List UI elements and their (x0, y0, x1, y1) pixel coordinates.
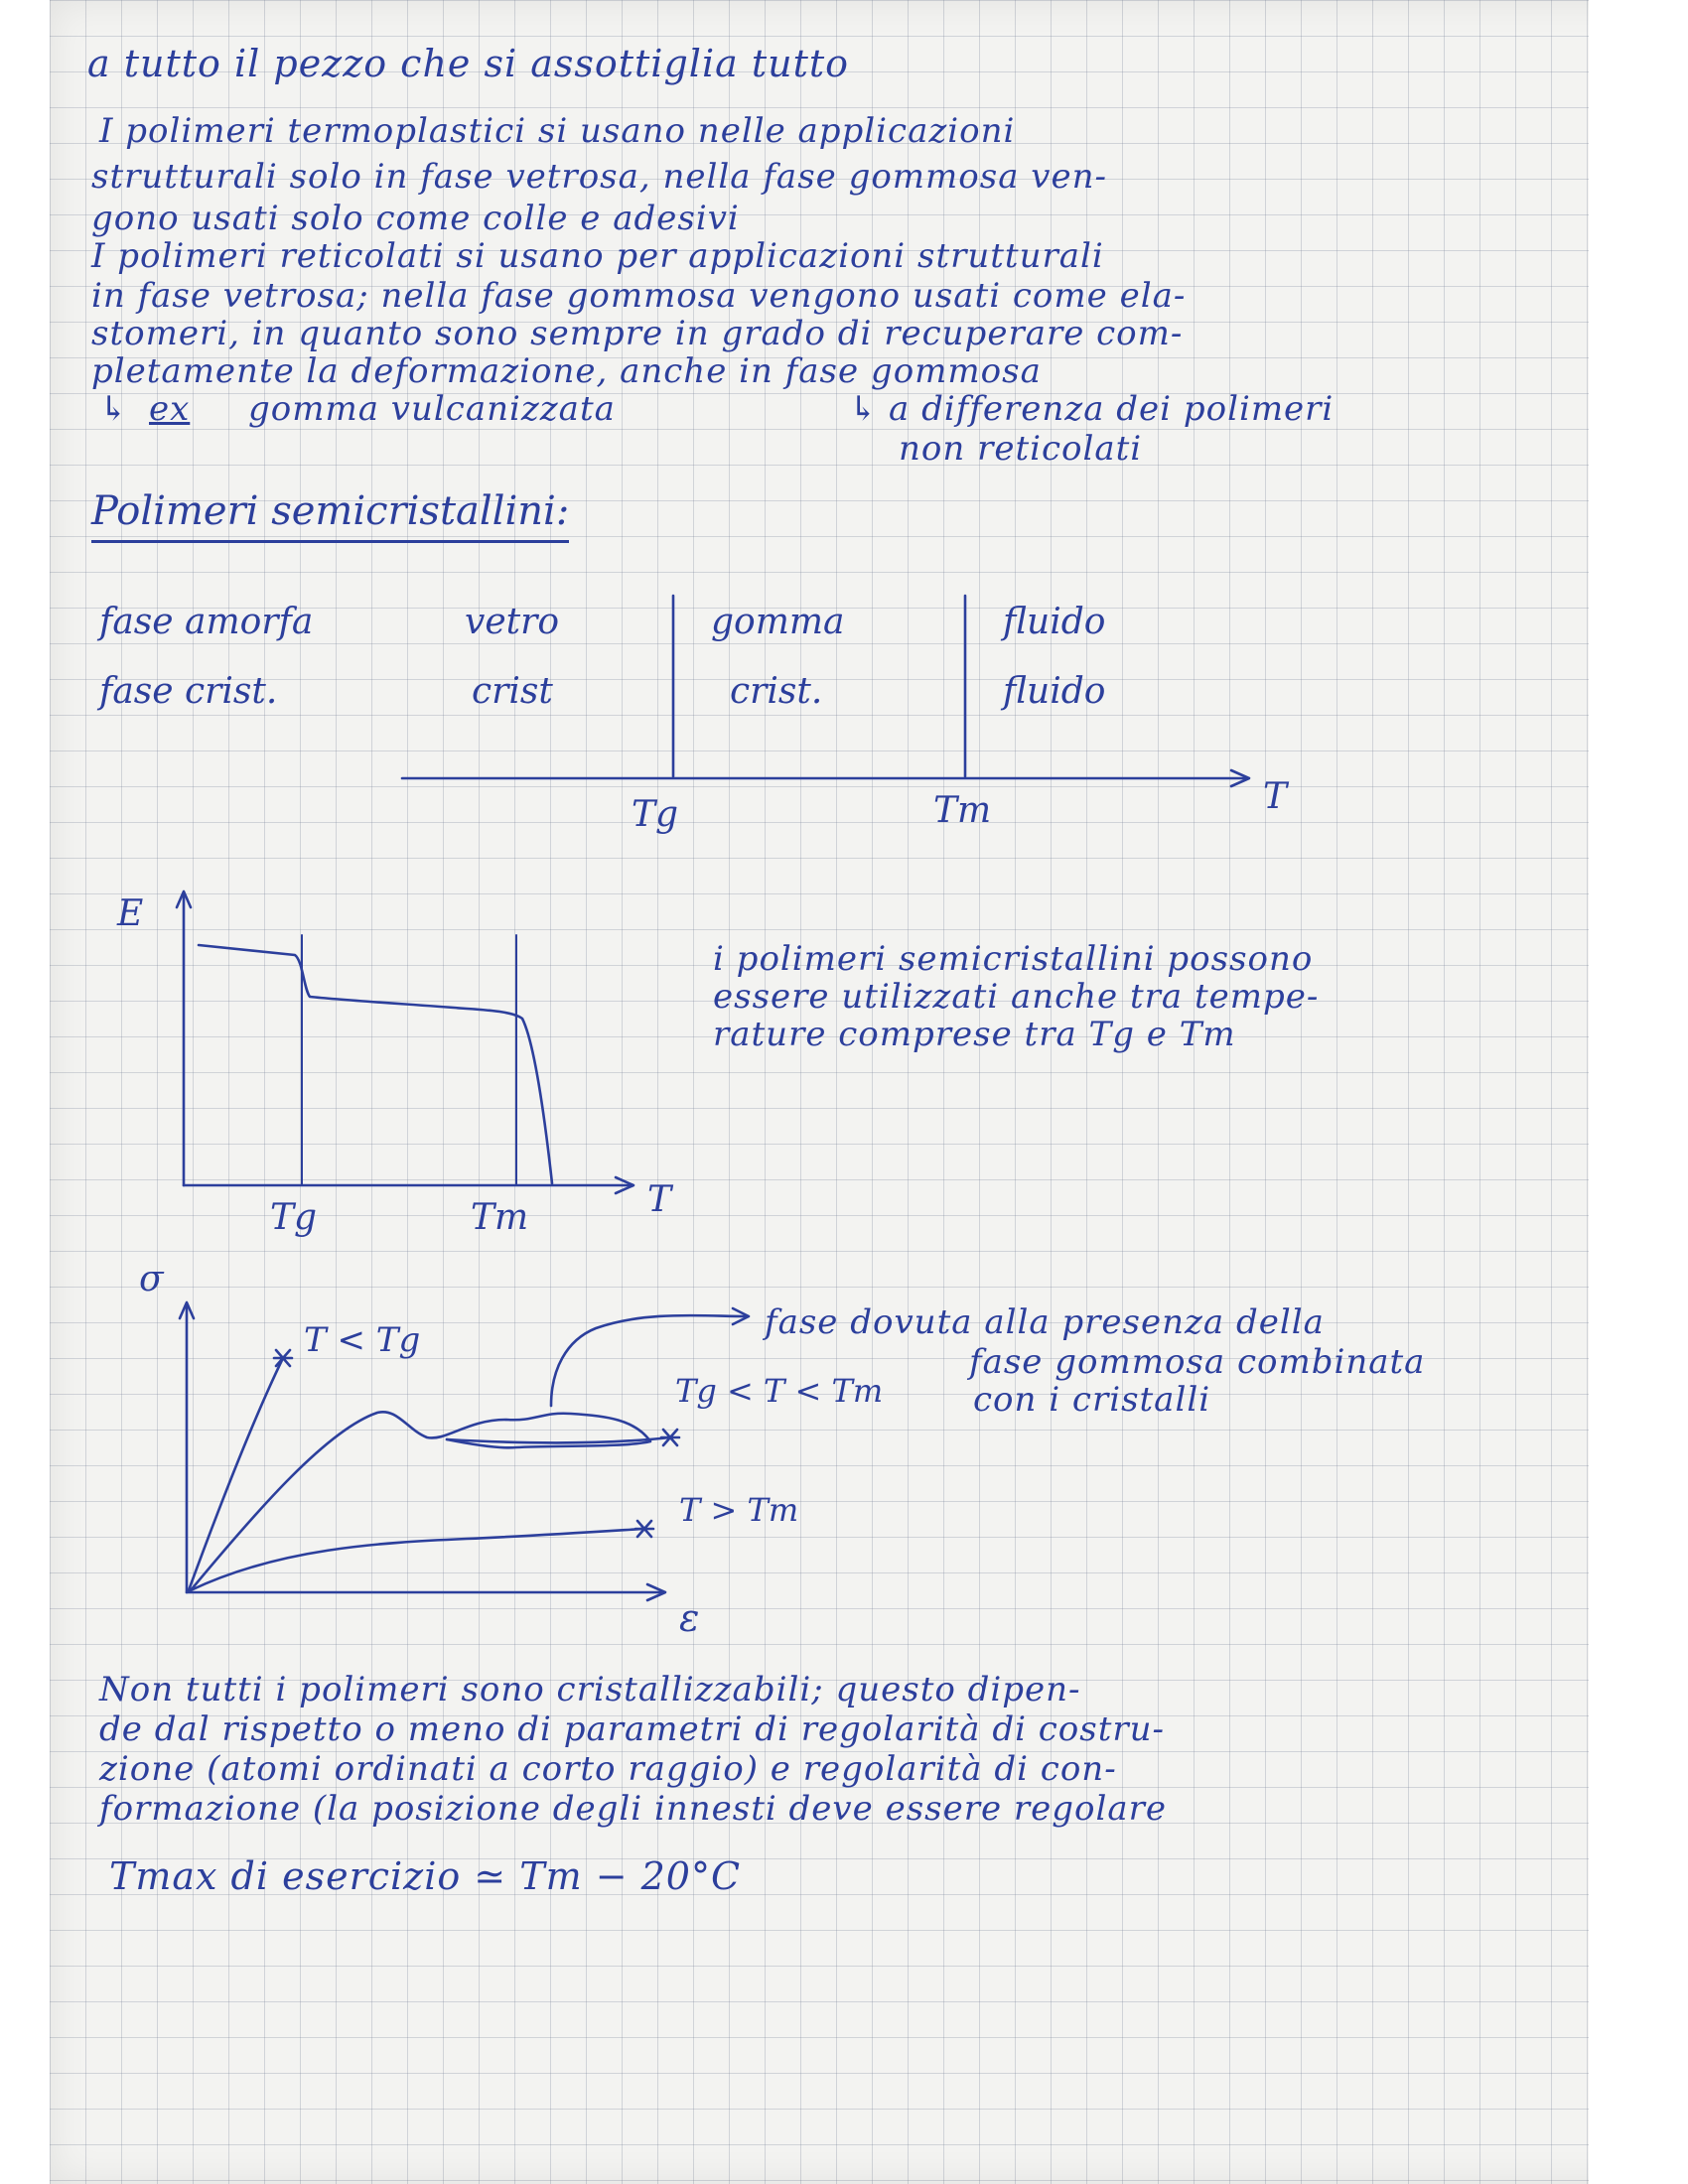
difference-text-2: non reticolati (899, 429, 1143, 469)
note-reticolati-4: pletamente la deformazione, anche in fase gommosa (91, 351, 1042, 391)
stress-y-label: σ (139, 1259, 164, 1299)
stress-note-2: fase gommosa combinata (969, 1342, 1426, 1382)
phase-row1-c1: vetro (465, 602, 559, 642)
stress-note-3: con i cristalli (973, 1380, 1211, 1420)
stress-curve-mid-star (661, 1430, 679, 1445)
modulus-tick-tm: Tm (471, 1197, 529, 1238)
stress-curve-mid-tail (447, 1437, 670, 1443)
example-label: ex (149, 389, 191, 429)
footer-para-2: de dal rispetto o meno di parametri di regolarità di costru- (99, 1709, 1166, 1749)
modulus-comment-3: rature comprese tra Tg e Tm (713, 1015, 1236, 1054)
phase-row1-label: fase amorfa (99, 602, 314, 642)
modulus-comment-2: essere utilizzati anche tra tempe- (713, 977, 1320, 1017)
section-heading: Polimeri semicristallini: (91, 488, 569, 543)
stress-curve-mid-label: Tg < T < Tm (675, 1372, 884, 1410)
stress-curve-high-star (635, 1521, 653, 1537)
footer-para-3: zione (atomi ordinati a corto raggio) e regolarità di con- (99, 1749, 1117, 1789)
note-line-1: a tutto il pezzo che si assottiglia tutto (87, 42, 849, 85)
note-reticolati-2: in fase vetrosa; nella fase gommosa vengono usati come ela- (91, 276, 1187, 316)
footer-para-1: Non tutti i polimeri sono cristallizzabili; questo dipen- (99, 1670, 1081, 1709)
stress-curve-low-star (274, 1350, 292, 1366)
difference-arrow: ↳ (849, 389, 879, 429)
phase-row1-c3: fluido (1003, 602, 1106, 642)
note-reticolati-3: stomeri, in quanto sono sempre in grado di recuperare com- (91, 314, 1184, 353)
phase-row2-label: fase crist. (99, 671, 278, 712)
modulus-y-label: E (117, 893, 144, 934)
note-termoplastici-1: I polimeri termoplastici si usano nelle applicazioni (99, 111, 1016, 151)
phase-axis-end-label: T (1263, 776, 1288, 817)
phase-axis-tick-tm: Tm (933, 790, 992, 831)
footer-formula: Tmax di esercizio ≃ Tm − 20°C (109, 1854, 742, 1898)
modulus-curve (199, 945, 552, 1183)
stress-curve-low (189, 1358, 283, 1590)
example-text: gomma vulcanizzata (248, 389, 616, 429)
stress-curve-low-label: T < Tg (304, 1320, 421, 1360)
note-termoplastici-2: strutturali solo in fase vetrosa, nella fase gommosa ven- (91, 157, 1107, 197)
phase-row1-c2: gomma (711, 602, 845, 642)
modulus-x-label: T (647, 1179, 672, 1220)
stress-x-label: ε (679, 1596, 700, 1640)
phase-row2-c3: fluido (1003, 671, 1106, 712)
phase-row2-c2: crist. (730, 671, 823, 712)
modulus-tick-tg: Tg (270, 1197, 318, 1238)
note-termoplastici-3: gono usati solo come colle e adesivi (91, 199, 740, 238)
phase-row2-c1: crist (472, 671, 553, 712)
stress-curve-high-label: T > Tm (679, 1491, 799, 1529)
modulus-comment-1: i polimeri semicristallini possono (713, 939, 1314, 979)
footer-para-4: formazione (la posizione degli innesti deve essere regolare (99, 1789, 1168, 1829)
stress-note-1: fase dovuta alla presenza della (765, 1302, 1325, 1342)
difference-text-1: a differenza dei polimeri (889, 389, 1335, 429)
phase-axis-tick-tg: Tg (632, 794, 679, 835)
note-reticolati-1: I polimeri reticolati si usano per applicazioni strutturali (91, 236, 1104, 276)
stress-note-arrow (551, 1315, 747, 1406)
stress-curve-high (191, 1529, 643, 1590)
example-arrow: ↳ (99, 389, 129, 429)
